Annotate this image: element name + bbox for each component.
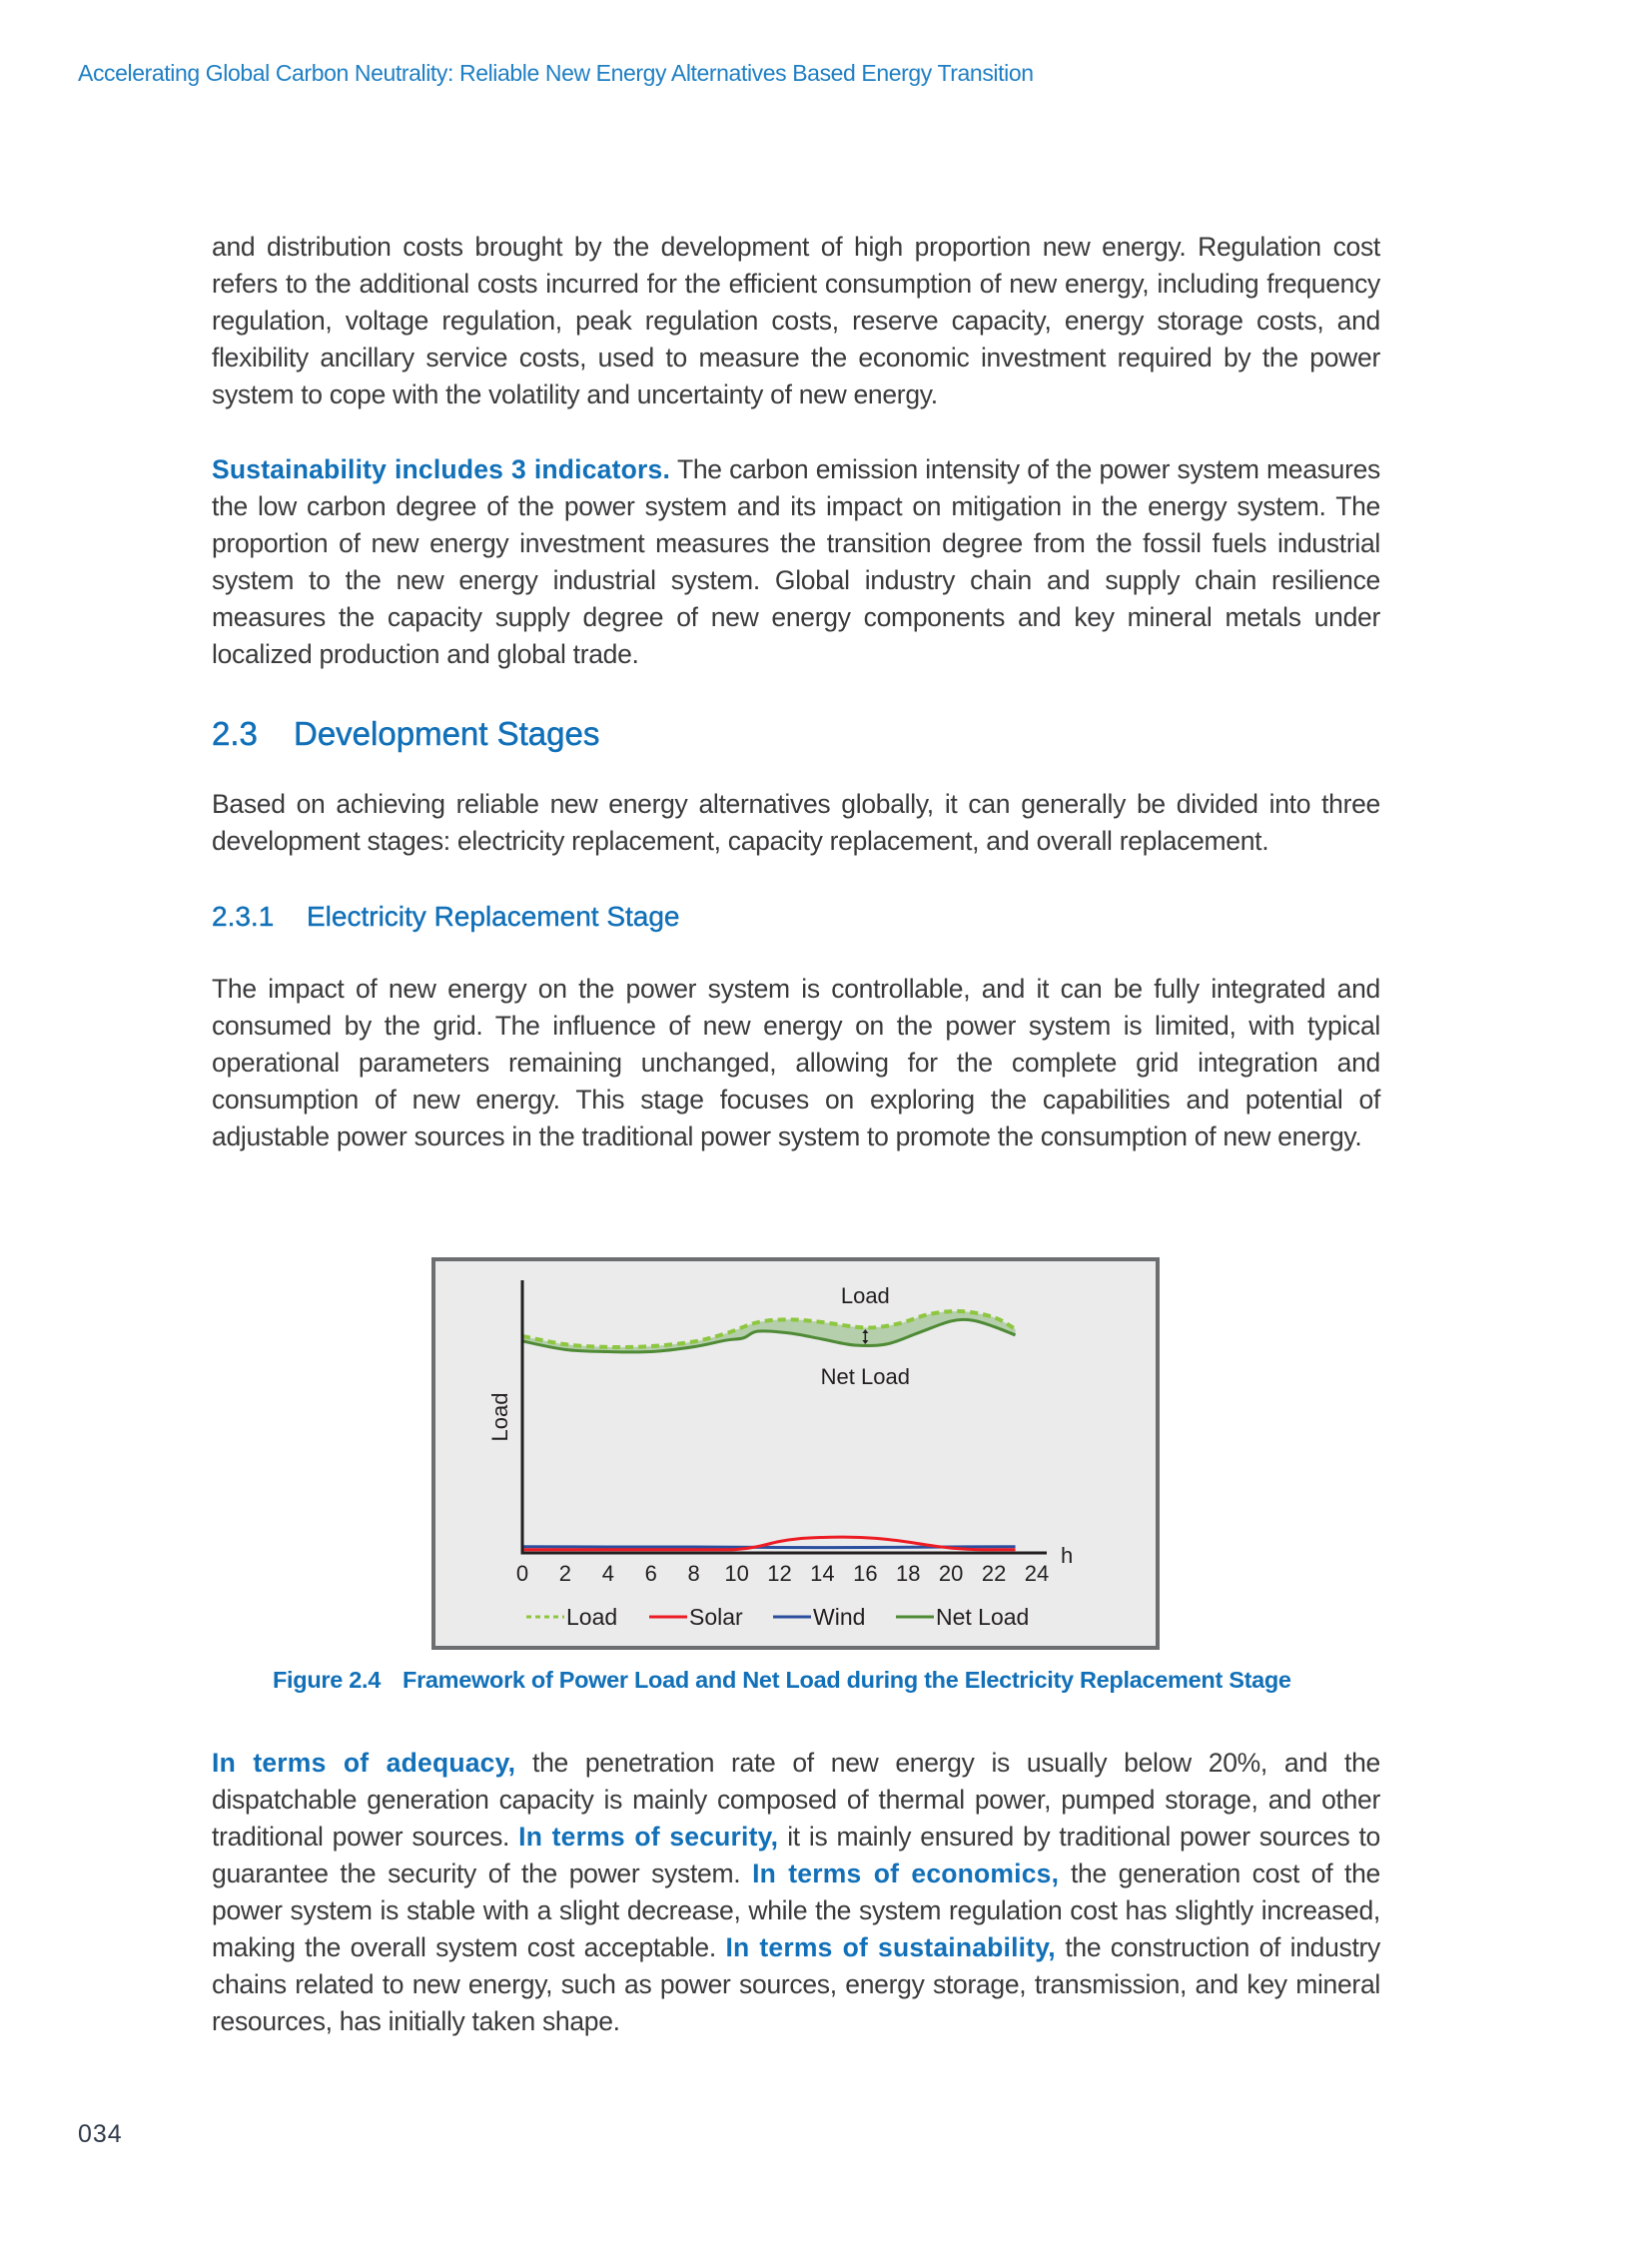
annotation-load: Load [840,1283,890,1308]
x-tick-label: 12 [767,1561,792,1586]
x-tick-label: 22 [981,1561,1007,1586]
x-tick-label: 20 [938,1561,964,1586]
x-tick-label: 10 [724,1561,749,1586]
figure-chart [431,1257,1160,1650]
sustainability-stage-body: the construction of industry chains related to new energy, such as power sources, energy storage, transmission, and key mineral resources, has initially taken shape. [212,1932,1380,2036]
adequacy-lead: In terms of adequacy, [212,1748,516,1778]
economics-body: the generation cost of the power system is stable with a slight decrease, while the system regulation cost has slightly increased, making the overall system cost acceptable. [212,1859,1380,1962]
x-tick-label: 2 [558,1561,572,1586]
subsection-heading [212,901,680,933]
x-tick-label: 16 [853,1561,878,1586]
legend-label-load: Load [566,1604,618,1630]
legend-label-wind: Wind [813,1604,866,1630]
x-tick-label: 14 [810,1561,835,1586]
x-tick-label: 24 [1024,1561,1050,1586]
section-title: Development Stages [294,715,600,752]
sustainability-body: The carbon emission intensity of the power system measures the low carbon degree of the power system and its impact on mitigation in the energy system. The proportion of new energy investment measures the transition degree from the fossil fuels industrial system to the new energy industrial system. Global industry chain and supply chain resilience measures the capacity supply degree of new energy components and key mineral metals under localized production and global trade. [212,454,1380,669]
x-tick-label: 0 [515,1561,529,1586]
load-chart [431,1257,1160,1650]
security-body: it is mainly ensured by traditional power sources to guarantee the security of the power system. [212,1822,1380,1888]
section-heading [212,715,599,753]
economics-lead: In terms of economics, [752,1859,1060,1888]
sustainability-lead: Sustainability includes 3 indicators. [212,454,671,484]
x-axis-label: h [1061,1543,1074,1568]
legend-label-solar: Solar [689,1604,743,1630]
page-number: 034 [78,2120,123,2148]
x-tick-label: 4 [601,1561,614,1586]
paragraph-stage-assessment [212,1745,1380,2040]
running-header: Accelerating Global Carbon Neutrality: Reliable New Energy Alternatives Based Energy Transition [78,60,1034,86]
section-number: 2.3 [212,715,258,752]
paragraph-sustainability [212,451,1380,673]
x-tick-label: 6 [644,1561,657,1586]
x-tick-label: 18 [896,1561,921,1586]
figure-caption-text: Framework of Power Load and Net Load during the Electricity Replacement Stage [403,1667,1291,1693]
security-lead: In terms of security, [518,1822,779,1852]
figure-number: Figure 2.4 [273,1667,382,1693]
figure-caption [273,1667,1291,1694]
legend [526,1604,1029,1630]
annotation-net-load: Net Load [820,1364,910,1389]
paragraph-stages-intro: Based on achieving reliable new energy alternatives globally, it can generally be divided into three development stages: electricity replacement, capacity replacement, and overall replacement. [212,789,1380,856]
paragraph-regulation-cost: and distribution costs brought by the development of high proportion new energy. Regulation cost refers to the additional costs incurred for the efficient consumption of new energy, including frequency regulation, voltage regulation, peak regulation costs, reserve capacity, energy storage costs, and flexibility ancillary service costs, used to measure the economic investment required by the power system to cope with the volatility and uncertainty of new energy. [212,232,1380,409]
adequacy-body: the penetration rate of new energy is usually below 20%, and the dispatchable generation capacity is mainly composed of thermal power, pumped storage, and other traditional power sources. [212,1748,1380,1852]
x-tick-labels [516,1561,1049,1586]
legend-label-net-load: Net Load [936,1604,1030,1630]
subsection-title: Electricity Replacement Stage [307,901,680,932]
subsection-number: 2.3.1 [212,901,275,932]
y-axis-label: Load [487,1392,512,1442]
paragraph-electricity-stage: The impact of new energy on the power system is controllable, and it can be fully integrated and consumed by the grid. The influence of new energy on the power system is limited, with typical operational parameters remaining unchanged, allowing for the complete grid integration and consumption of new energy. This stage focuses on exploring the capabilities and potential of adjustable power sources in the traditional power system to promote the consumption of new energy. [212,974,1380,1151]
x-tick-label: 8 [687,1561,700,1586]
sustainability-stage-lead: In terms of sustainability, [725,1932,1056,1962]
